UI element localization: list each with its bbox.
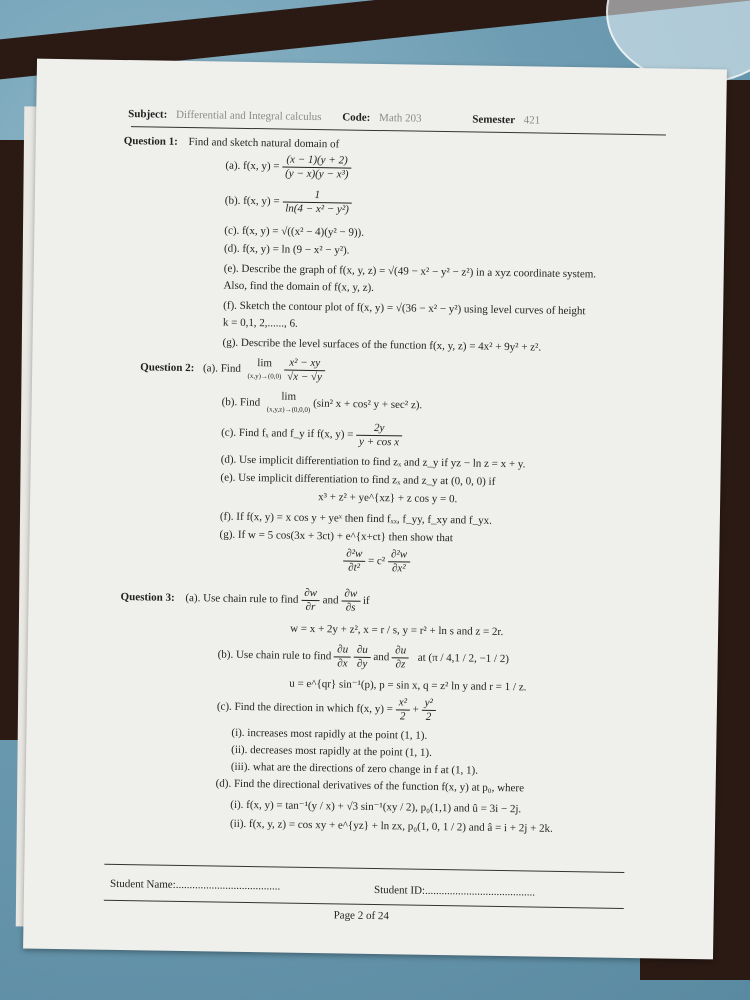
q3-c-frac1 [395,696,410,723]
q2-a-den: √x − √y [284,370,325,385]
q2-g-lhs-num: ∂²w [346,547,363,560]
subject-label: Subject: [128,108,168,121]
q3-a-f1-den: ∂r [301,600,320,614]
q2-g-rhs [388,548,410,575]
q1-item-f-line2: k = 0,1, 2,......, 6. [222,316,298,330]
q3-a-f2-den: ∂s [341,600,360,614]
q2-g-mid: = c² [367,554,386,568]
q1-item-c: (c). f(x, y) = √((x² − 4)(y² − 9)). [224,224,365,239]
q2-item-g: (g). If w = 5 cos(3x + 3ct) + e^{x+ct} then show that [219,528,453,545]
q3-b-equation: u = e^{qr} sin⁻¹(p), p = sin x, q = z² ln y and r = 1 / z. [289,677,527,694]
q3-c-f2-num: y² [424,696,433,709]
q3-item-a [120,584,369,615]
q3-b-f3-den: ∂z [392,657,409,671]
q2-c-fraction [356,422,403,450]
q2-item-e-line2: x³ + z² + ye^{xz} + z cos y = 0. [318,491,458,506]
q2-item-f: (f). If f(x, y) = x cos y + yeˣ then find fₓₓ, f_yy, f_xy and f_yx. [219,510,492,527]
q2-b-expr: (sin² x + cos² y + sec² z). [313,397,423,412]
q2-c-prefix: (c). Find fₓ and f_y if f(x, y) = [221,426,354,441]
subject-header [128,108,540,126]
q3-a-if: if [362,594,370,607]
q2-a-lim: lim [257,356,273,369]
q2-a-lim-sub: (x,y)→(0,0) [247,371,282,381]
q1-a-fraction [282,154,352,182]
student-name-field: Student Name:...................................... [109,877,281,893]
exam-page [23,59,727,960]
q1-a-num: (x − 1)(y + 2) [286,153,348,167]
question-1-text: Find and sketch natural domain of [188,136,340,151]
question-1-intro [124,135,340,150]
q3-c-prefix: (c). Find the direction in which f(x, y) = [216,700,394,716]
q3-c-iii: (iii). what are the directions of zero change in f at (1, 1). [230,760,479,777]
q2-b-limit [267,390,311,417]
q2-a-prefix: (a). Find [202,362,242,375]
q2-g-rhs-num: ∂²w [390,548,408,561]
q3-a-prefix: (a). Use chain rule to find [185,592,299,606]
q3-b-f1-num: ∂u [337,643,349,656]
q3-a-and: and [322,594,339,607]
q3-b-f2-den: ∂y [354,657,371,671]
q2-b-lim-sub: (x,y,z)→(0,0,0) [266,405,311,414]
q3-b-f3-num: ∂u [395,644,407,657]
question-3-label: Question 3: [120,591,175,604]
q3-c-i: (i). increases most rapidly at the point (1, 1). [231,726,428,742]
q3-c-frac2 [421,697,436,724]
q3-c-f1-num: x² [398,696,408,709]
q2-a-num: x² − xy [289,356,321,370]
q3-b-f1-den: ∂x [334,656,351,670]
q2-item-e-line1: (e). Use implicit differentiation to find zₓ and z_y at (0, 0, 0) if [220,471,496,488]
q3-item-c [217,694,436,724]
q3-b-prefix: (b). Use chain rule to find [217,648,332,663]
q1-item-e-line1: (e). Describe the graph of f(x, y, z) = √(49 − x² − y² − z²) in a xyz coordinate system. [223,262,597,281]
q3-a-frac1 [301,587,320,614]
q3-b-frac2 [354,644,371,671]
semester-label: Semester [472,113,515,127]
q3-b-f2-num: ∂u [356,643,368,656]
q2-c-den: y + cos x [356,435,402,450]
q2-item-b [221,390,422,419]
q1-b-prefix: (b). f(x, y) = [224,194,280,208]
header-rule [131,126,666,135]
q2-item-c [221,420,402,450]
q2-b-prefix: (b). Find [221,396,261,409]
page-number: Page 2 of 24 [333,909,389,923]
question-1-label: Question 1: [123,135,178,148]
q3-d-i: (i). f(x, y) = tan⁻¹(y / x) + √3 sin⁻¹(xy / 2), p₀(1,1) and û = 3i − 2j. [230,798,522,816]
q1-b-den: ln(4 − x² − y²) [282,202,352,217]
q3-b-frac3 [392,644,409,671]
q1-a-prefix: (a). f(x, y) = [225,159,280,173]
question-2-label: Question 2: [140,361,195,375]
student-id-field: Student ID:........................................ [373,884,536,899]
q2-g-equation [343,548,410,576]
footer-rule-bottom [104,900,624,909]
q3-d-ii: (ii). f(x, y, z) = cos xy + e^{yz} + ln zx, p₀(1, 0, 1 / 2) and â = i + 2j + 2k. [229,817,553,835]
q1-b-fraction [282,189,352,217]
q1-item-d: (d). f(x, y) = ln (9 − x² − y²). [223,242,350,257]
q1-item-a [225,153,352,182]
q2-b-lim: lim [281,390,297,403]
q2-g-lhs [343,548,365,575]
q1-item-e-line2: Also, find the domain of f(x, y, z). [223,279,375,294]
q2-g-lhs-den: ∂t² [343,561,365,575]
q3-item-b [217,642,509,674]
q1-item-b [225,188,353,217]
q3-c-f2-den: 2 [421,710,435,724]
q3-b-frac1 [334,643,351,670]
q1-item-g: (g). Describe the level surfaces of the function f(x, y, z) = 4x² + 9y² + z². [222,336,542,354]
q2-a-fraction [284,357,325,385]
q3-c-f1-den: 2 [395,709,409,723]
q3-c-plus: + [412,703,419,716]
q1-item-f-line1: (f). Sketch the contour plot of f(x, y) = √(36 − x² − y²) using level curves of height [223,299,586,318]
q2-a-limit [247,356,281,383]
q2-g-rhs-den: ∂x² [388,561,410,575]
q2-c-num: 2y [373,421,385,435]
code-value: Math 203 [379,112,422,125]
q1-b-num: 1 [314,189,321,202]
footer-rule-top [104,864,624,873]
q3-a-f1-num: ∂w [304,586,318,600]
subject-value: Differential and Integral calculus [175,108,322,124]
q3-b-at: at (π / 4,1 / 2, −1 / 2) [417,651,510,666]
q3-item-d: (d). Find the directional derivatives of the function f(x, y) at p₀, where [215,777,525,795]
q3-b-and: and [373,651,390,664]
q3-a-f2-num: ∂w [344,587,358,600]
q3-a-frac2 [341,587,360,614]
code-label: Code: [342,111,371,124]
q3-c-ii: (ii). decreases most rapidly at the point (1, 1). [231,743,432,759]
q2-item-a [140,354,325,384]
q1-a-den: (y − x)(y − x³) [282,167,352,182]
q2-item-d: (d). Use implicit differentiation to find zₓ and z_y if yz − ln z = x + y. [220,453,526,471]
semester-value: 421 [523,114,541,127]
q3-a-equation: w = x + 2y + z², x = r / s, y = r² + ln s and z = 2r. [290,622,504,639]
